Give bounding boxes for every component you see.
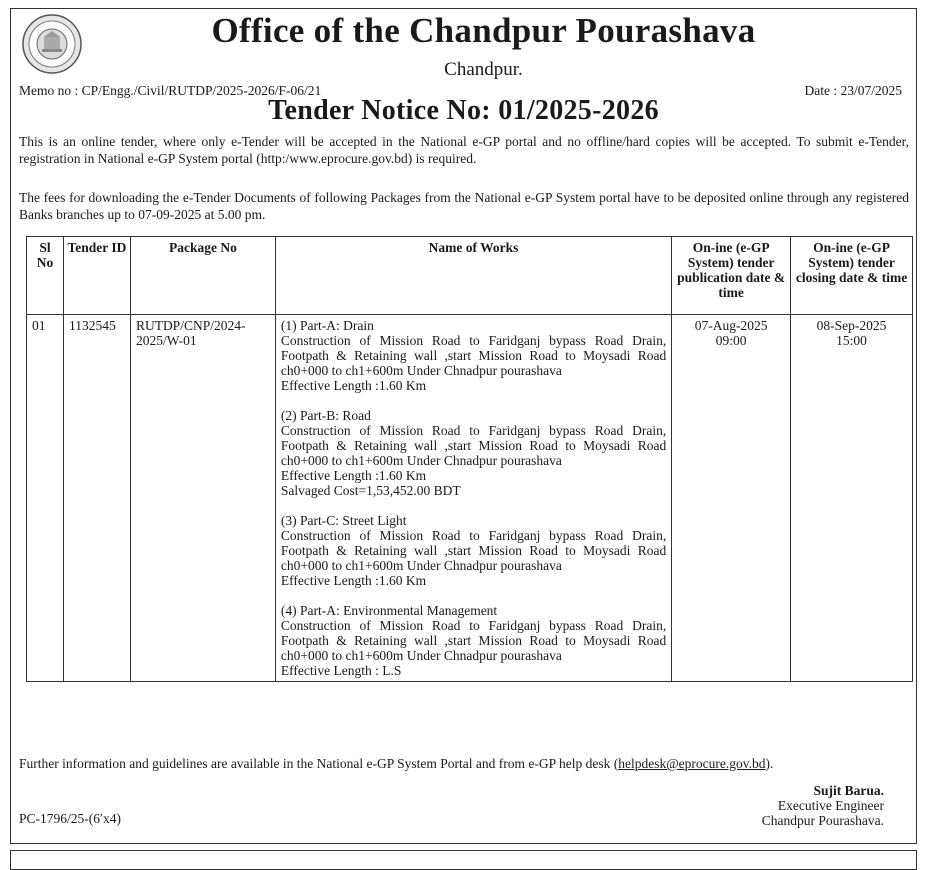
office-location: Chandpur. [444, 59, 523, 80]
signatory-name: Sujit Barua. [813, 783, 884, 798]
memo-number: Memo no : CP/Engg./Civil/RUTDP/2025-2026/F-06/21 [19, 83, 322, 98]
header-sl: Sl No [27, 237, 64, 315]
header-closing: On-ine (e-GP System) tender closing date & time [791, 237, 913, 315]
closing-time: 15:00 [836, 333, 867, 348]
cell-package: RUTDP/CNP/2024-2025/W-01 [130, 315, 275, 682]
work-part [281, 318, 666, 393]
part-length: Effective Length : L.S [280, 663, 402, 678]
cell-tender-id: 1132545 [63, 315, 130, 682]
part-length: Effective Length :1.60 Km [280, 573, 427, 588]
publication-date: 07-Aug-2025 [694, 318, 768, 333]
signatory-org: Chandpur Pourashava. [761, 813, 884, 828]
part-title: (2) Part-B: Road [280, 408, 371, 423]
further-info-suffix: ). [765, 756, 774, 771]
work-part [281, 513, 666, 588]
fees-paragraph: The fees for downloading the e-Tender Documents of following Packages from the National e-GP System portal have to be deposited online through any registered Banks branches up to 07-09-2025 at 5.00 pm. [19, 190, 909, 222]
table-header-row [27, 237, 913, 315]
part-description: Construction of Mission Road to Faridganj bypass Road Drain, Footpath & Retaining wall ,start Mission Road to Moysadi Road ch0+000 to ch1+600m Under Chnadpur pourashava [280, 528, 667, 573]
part-description: Construction of Mission Road to Faridganj bypass Road Drain, Footpath & Retaining wall ,start Mission Road to Moysadi Road ch0+000 to ch1+600m Under Chnadpur pourashava [280, 618, 667, 663]
part-length: Effective Length :1.60 Km [280, 378, 427, 393]
further-info-text: Further information and guidelines are available in the National e-GP System Portal and from e-GP help desk ( [19, 756, 619, 771]
work-part [281, 603, 666, 678]
part-salvaged-cost: Salvaged Cost=1,53,452.00 BDT [280, 483, 461, 498]
cell-publication [672, 315, 791, 682]
table-row [27, 315, 913, 682]
part-description: Construction of Mission Road to Faridganj bypass Road Drain, Footpath & Retaining wall ,start Mission Road to Moysadi Road ch0+000 to ch1+600m Under Chnadpur pourashava [280, 333, 667, 378]
header-package: Package No [130, 237, 275, 315]
part-length: Effective Length :1.60 Km [280, 468, 427, 483]
intro-paragraph: This is an online tender, where only e-Tender will be accepted in the National e-GP portal and no offline/hard copies will be accepted. To submit e-Tender, registration in National e-GP System portal (http:/www.eprocure.gov.bd) is required. [19, 134, 909, 166]
cell-name-of-works [275, 315, 671, 682]
notice-frame [10, 8, 917, 844]
tender-title: Tender Notice No: 01/2025-2026 [268, 95, 659, 126]
helpdesk-email-link[interactable]: helpdesk@eprocure.gov.bd [618, 756, 766, 771]
signatory-title: Executive Engineer [777, 798, 884, 813]
header-tender-id: Tender ID [63, 237, 130, 315]
part-description: Construction of Mission Road to Faridganj bypass Road Drain, Footpath & Retaining wall ,start Mission Road to Moysadi Road ch0+000 to ch1+600m Under Chnadpur pourashava [280, 423, 667, 468]
work-part [281, 408, 666, 498]
header-name-of-works: Name of Works [275, 237, 671, 315]
publication-time: 09:00 [715, 333, 747, 348]
works-table [26, 236, 913, 682]
cell-closing [791, 315, 913, 682]
part-title: (1) Part-A: Drain [280, 318, 374, 333]
further-info [19, 756, 773, 772]
pc-code: PC-1796/25-(6ʹx4) [19, 811, 121, 826]
cell-sl: 01 [27, 315, 64, 682]
office-title: Office of the Chandpur Pourashava [211, 11, 756, 50]
part-title: (3) Part-C: Street Light [280, 513, 407, 528]
signature-block [762, 783, 884, 828]
closing-date: 08-Sep-2025 [816, 318, 887, 333]
header-publication: On-ine (e-GP System) tender publication date & time [672, 237, 791, 315]
next-notice-frame [10, 850, 917, 870]
part-title: (4) Part-A: Environmental Management [280, 603, 498, 618]
notice-date: Date : 23/07/2025 [804, 83, 902, 98]
